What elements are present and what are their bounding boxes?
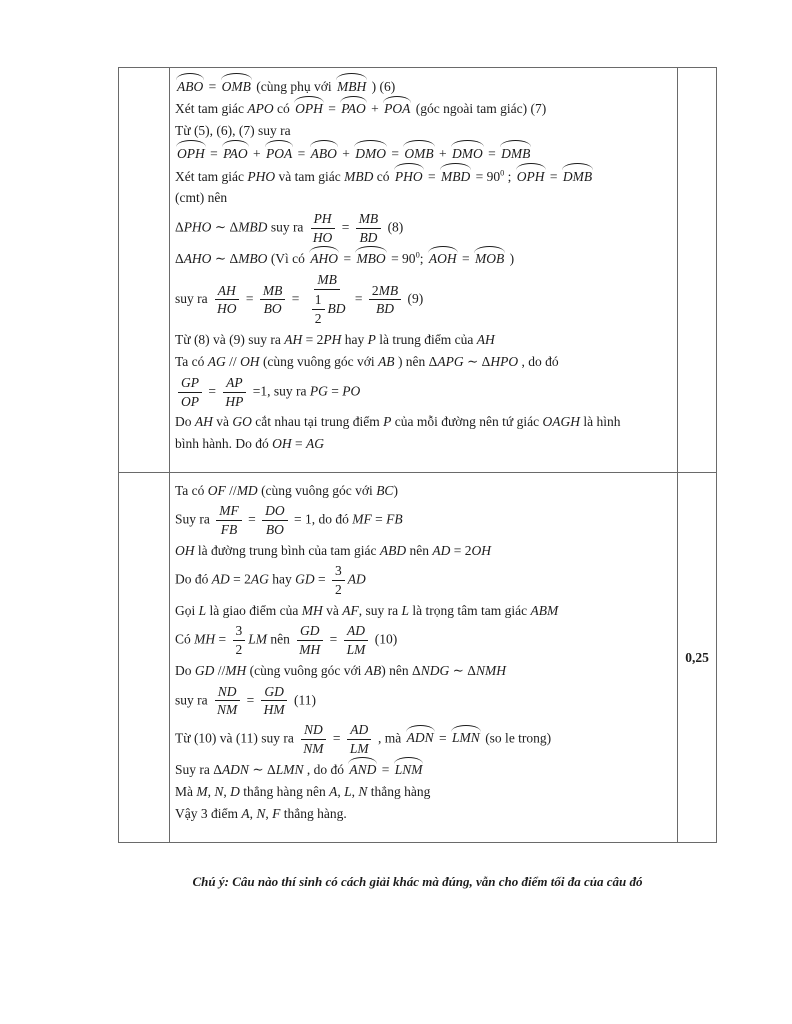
math-symbol: N [256,805,266,821]
math-symbol: MB [317,272,337,288]
text-run: = [324,101,340,117]
solution-line [175,412,671,432]
score-cell [677,68,716,472]
text-run: Có [175,631,195,647]
text-run: là đường trung bình của tam giác [194,542,380,558]
grading-table [118,67,717,843]
angle-name: PAO [339,98,368,119]
solution-line [175,541,671,561]
text-run: ∼ Δ [248,762,276,778]
fraction [296,623,323,658]
math-symbol: MB [262,282,283,298]
text-run: (cùng vuông góc với [246,662,365,678]
solution-line [175,76,671,97]
text-run: ) nên Δ [381,662,421,678]
math-symbol: BD [359,229,378,245]
math-symbol: L [344,783,352,799]
math-symbol: GP [181,374,199,390]
text-run: = [326,631,341,647]
angle-name: LMN [450,727,482,748]
text-run: cắt nhau tại trung điểm [251,414,384,430]
text-run: = [546,168,561,184]
fraction [344,623,369,658]
math-symbol: ND [304,721,323,737]
text-run: = [215,631,230,647]
fraction [332,563,345,598]
text-run: (11) [290,692,316,708]
text-run: Ta có [175,354,208,370]
math-symbol: BO [265,522,284,538]
text-run: = [314,571,329,587]
math-symbol: APO [247,101,274,117]
solution-line [175,271,671,329]
angle-name: POA [382,98,412,119]
angle-name: OPH [515,166,547,187]
text-run: Do [175,414,195,430]
math-symbol: LM [346,642,366,658]
text-run: Δ [175,251,184,267]
solution-line [175,352,671,372]
math-symbol: AG [250,571,269,587]
text-run: + [249,145,265,161]
math-symbol: P [383,414,392,430]
text-run: , [223,783,231,799]
text-run: (cùng vuông góc với [257,482,377,498]
text-run: suy ra [175,291,211,307]
text-run: (góc ngoài tam giác) (7) [412,101,547,117]
text-run: Xét tam giác [175,168,248,184]
text-run: Ta có [175,482,208,498]
text-run: + [338,145,354,161]
text-run: và [212,414,233,430]
math-symbol: FB [220,522,238,538]
text-run: , mà [374,730,405,746]
question-number-cell [119,473,169,842]
math-symbol: HO [312,229,333,245]
math-symbol: OH [471,542,492,558]
math-symbol: P [367,332,376,348]
math-symbol: ABM [530,602,559,618]
math-symbol: D [230,783,240,799]
text-run: = [327,383,343,399]
math-symbol: MH [301,602,323,618]
text-run: là trung điểm của [375,332,477,348]
angle-name: OPH [175,143,207,164]
text-run: ∼ Δ [211,251,239,267]
text-run: 2 [335,582,342,598]
angle-name: MBO [354,248,387,269]
text-run: =1, suy ra [249,383,310,399]
text-run: = [484,145,500,161]
text-run: hay [268,571,296,587]
text-run: = [291,435,306,451]
math-symbol: AD [350,721,369,737]
text-run: ; [419,251,427,267]
math-symbol: LMN [275,762,304,778]
text-run: nên [406,542,433,558]
text-run: , [207,783,215,799]
math-symbol: F [272,805,281,821]
text-run: Vậy 3 điểm [175,805,242,821]
math-symbol: PHO [183,219,212,235]
text-run: , [265,805,273,821]
text-run: Từ (8) và (9) suy ra [175,332,285,348]
table-row [119,68,716,472]
fraction [260,283,286,318]
text-run: Từ (10) và (11) suy ra [175,730,298,746]
text-run: = [378,762,393,778]
question-number-cell [119,68,169,472]
text-run: ∼ Δ [449,662,476,678]
math-symbol: PH [313,211,332,226]
solution-line [175,166,671,187]
solution-line [175,721,671,758]
fraction [312,292,325,327]
fraction [233,623,246,658]
math-symbol: AP [226,374,243,390]
text-run: 3 [335,563,342,579]
angle-name: ABO [309,143,339,164]
text-run: + [435,145,451,161]
angle-name: LNM [393,759,425,780]
text-run: ∼ Δ [211,219,239,235]
math-symbol: BD [376,301,394,317]
math-symbol: MH [225,662,247,678]
solution-line [175,601,671,621]
text-run: Suy ra [175,511,214,527]
text-run: = [371,511,387,527]
math-symbol: ADN [221,762,249,778]
text-run: ) nên Δ [394,354,438,370]
text-run: + [367,101,383,117]
fraction [214,283,240,318]
math-symbol: AG [207,354,226,370]
fraction [261,684,288,719]
angle-name: ADN [405,727,436,748]
text-run: = 90 [387,251,416,267]
math-symbol: FB [386,511,403,527]
solution-line [175,374,671,411]
angle-name: PAO [221,143,250,164]
math-symbol: OF [207,482,226,498]
text-run: nên [267,631,294,647]
text-run: , [337,783,345,799]
math-symbol: OH [175,542,195,558]
text-run: = 2 [450,542,472,558]
text-run: = [242,291,257,307]
text-run: , [351,783,359,799]
text-run: Xét tam giác [175,101,248,117]
math-symbol: PHO [247,168,276,184]
text-run: = [205,383,220,399]
text-run: (Vì có [267,251,309,267]
math-symbol: AHO [183,251,212,267]
text-run: Do [175,662,195,678]
text-run: = [435,730,451,746]
text-run: , suy ra [358,602,402,618]
text-run: = [338,219,353,235]
solution-line [175,481,671,501]
math-symbol: L [198,602,207,618]
text-run: = [294,145,309,161]
text-run: = [205,78,220,94]
angle-name: DMO [353,143,388,164]
solution-line [175,143,671,164]
text-run: = [340,251,355,267]
text-run: (cùng vuông góc với [259,354,379,370]
math-symbol: HP [225,393,244,409]
text-run: là giao điểm của [206,602,302,618]
text-run: có [273,101,294,117]
text-run: // [225,482,237,498]
fraction [310,211,336,246]
text-run: Suy ra Δ [175,762,222,778]
text-run: = [388,145,403,161]
text-run: bình hành. Do đó [175,435,273,451]
fraction [222,375,246,410]
solution-line [175,622,671,659]
solution-cell [169,68,677,472]
math-symbol: L [401,602,409,618]
math-symbol: APG [437,354,464,370]
math-symbol: AB [378,354,395,370]
math-symbol: GO [232,414,252,430]
solution-line [175,759,671,780]
math-symbol: GD [264,683,284,699]
math-symbol: BO [263,301,282,317]
angle-name: DMB [561,166,594,187]
text-run: Δ [175,219,184,235]
text-run: Mà [175,783,197,799]
fraction [178,375,202,410]
math-symbol: PG [309,383,328,399]
solution-line [175,804,671,824]
text-run: và tam giác [275,168,345,184]
text-run: = 2 [229,571,251,587]
text-run: Gọi [175,602,199,618]
text-run: là hình [579,414,621,430]
math-symbol: PO [342,383,361,399]
solution-line [175,683,671,720]
text-run: Từ (5), (6), (7) suy ra [175,123,291,138]
math-symbol: MB [358,211,379,226]
math-symbol: MF [219,503,239,519]
fraction [214,684,240,719]
math-symbol: BC [376,482,394,498]
superscript: 0 [415,250,420,260]
text-run: = [351,291,366,307]
math-symbol: AH [217,282,236,298]
solution-cell [169,473,677,842]
solution-line [175,188,671,208]
text-run: = [244,511,260,527]
text-run: = 1, do đó [290,511,353,527]
math-symbol: DO [265,503,285,519]
math-symbol: PH [323,332,342,348]
fraction [300,722,326,757]
math-symbol: GD [194,662,215,678]
solution-line [175,502,671,539]
solution-line [175,562,671,599]
math-symbol: NM [303,740,324,756]
superscript: 0 [500,168,505,177]
text-run: = [243,692,258,708]
angle-name: MBH [335,76,368,97]
text-run: là trọng tâm tam giác [409,602,531,618]
text-run: , do đó [303,762,348,778]
angle-name: AND [347,759,378,780]
math-symbol: MB [378,282,399,298]
text-run: (8) [384,219,404,235]
text-run: thẳng hàng nên [239,783,330,799]
text-run: thẳng hàng. [280,805,347,821]
math-symbol: MBD [238,219,268,235]
fraction [216,503,242,538]
text-run: ) [393,482,398,498]
text-run: = [424,168,439,184]
angle-name: PHO [393,166,425,187]
angle-name: MBD [439,166,472,187]
math-symbol: MH [299,642,321,658]
text-run: thẳng hàng [367,783,431,799]
math-symbol: LM [248,631,268,647]
math-symbol: MF [352,511,372,527]
math-symbol: OAGH [542,414,580,430]
text-run: có [373,168,393,184]
math-symbol: MH [194,631,216,647]
angle-name: ABO [175,76,205,97]
angle-name: AOH [427,248,459,269]
table-row [119,472,716,842]
text-run: hay [341,332,368,348]
fraction [369,283,401,318]
solution-line [175,782,671,802]
math-symbol: OH [240,354,260,370]
text-run: = [206,145,222,161]
math-symbol: NDG [420,662,450,678]
text-run: ) [506,251,515,267]
math-symbol: NM [217,702,238,718]
text-run: suy ra [175,692,211,708]
math-symbol: MD [236,482,258,498]
math-symbol: AH [284,332,303,348]
text-run: 2 [235,642,243,658]
angle-name: MOB [473,248,506,269]
math-symbol: M [196,783,208,799]
text-run: // [214,662,226,678]
text-run: 1 [314,292,322,308]
text-run: (cùng phụ với [252,78,336,94]
text-run: 2 [371,282,379,298]
solution-line [175,121,671,141]
math-symbol: A [241,805,250,821]
footer-note: Chú ý: Câu nào thí sinh có cách giải khác mà đúng, vẫn cho điểm tối đa của câu đó [192,874,643,889]
math-symbol: ABD [379,542,407,558]
angle-name: DMO [450,143,485,164]
math-symbol: NMH [475,662,506,678]
math-symbol: N [214,783,224,799]
math-symbol: OP [181,393,199,409]
solution-line [175,98,671,119]
text-run: (so le trong) [481,730,552,746]
math-symbol: GD [300,623,320,639]
text-run: = 90 [472,168,501,184]
text-run: , [249,805,257,821]
math-symbol: MBO [238,251,268,267]
text-run: // [225,354,241,370]
math-symbol: N [358,783,368,799]
math-symbol: LM [349,740,369,756]
text-run: (cmt) nên [175,190,228,206]
math-symbol: AD [347,623,366,639]
text-run: 2 [314,310,322,326]
solution-line [175,210,671,247]
solution-line [175,434,671,454]
text-run: (10) [371,631,398,647]
math-symbol: HO [217,301,237,317]
fraction [306,272,349,328]
math-symbol: ND [217,683,237,699]
text-run: = [458,251,474,267]
math-symbol: AH [194,414,213,430]
text-run: 3 [235,623,243,639]
text-run: và [322,602,343,618]
math-symbol: OH [272,435,292,451]
math-symbol: MBD [344,168,374,184]
math-symbol: GD [295,571,315,587]
text-run: Do đó [175,571,212,587]
math-symbol: HPO [490,354,519,370]
angle-name: OPH [293,98,325,119]
text-run: suy ra [267,219,307,235]
math-symbol: AD [347,571,366,587]
angle-name: OMB [220,76,253,97]
math-symbol: BD [327,301,346,317]
math-symbol: AH [476,332,495,348]
solution-line [175,661,671,681]
math-symbol: AG [306,435,324,451]
text-run: của mỗi đường nên tứ giác [391,414,543,430]
text-run: (9) [404,291,424,307]
math-symbol: AD [211,571,230,587]
text-run: ) (6) [368,78,396,94]
angle-name: DMB [499,143,532,164]
math-symbol: A [329,783,338,799]
solution-line [175,248,671,269]
fraction [262,503,288,538]
math-symbol: AD [432,542,451,558]
math-symbol: AF [342,602,359,618]
fraction [356,211,382,246]
text-run: = [288,291,303,307]
text-run: , do đó [518,354,559,370]
text-run: = [329,730,344,746]
angle-name: POA [264,143,294,164]
solution-line [175,330,671,350]
text-run: = 2 [302,332,324,348]
fraction [347,722,372,757]
math-symbol: HM [263,702,285,718]
text-run: ∼ Δ [463,354,491,370]
math-symbol: AB [364,662,382,678]
text-run: ; [504,168,515,184]
angle-name: AHO [308,248,340,269]
score-cell: 0,25 [677,473,716,842]
angle-name: OMB [402,143,435,164]
